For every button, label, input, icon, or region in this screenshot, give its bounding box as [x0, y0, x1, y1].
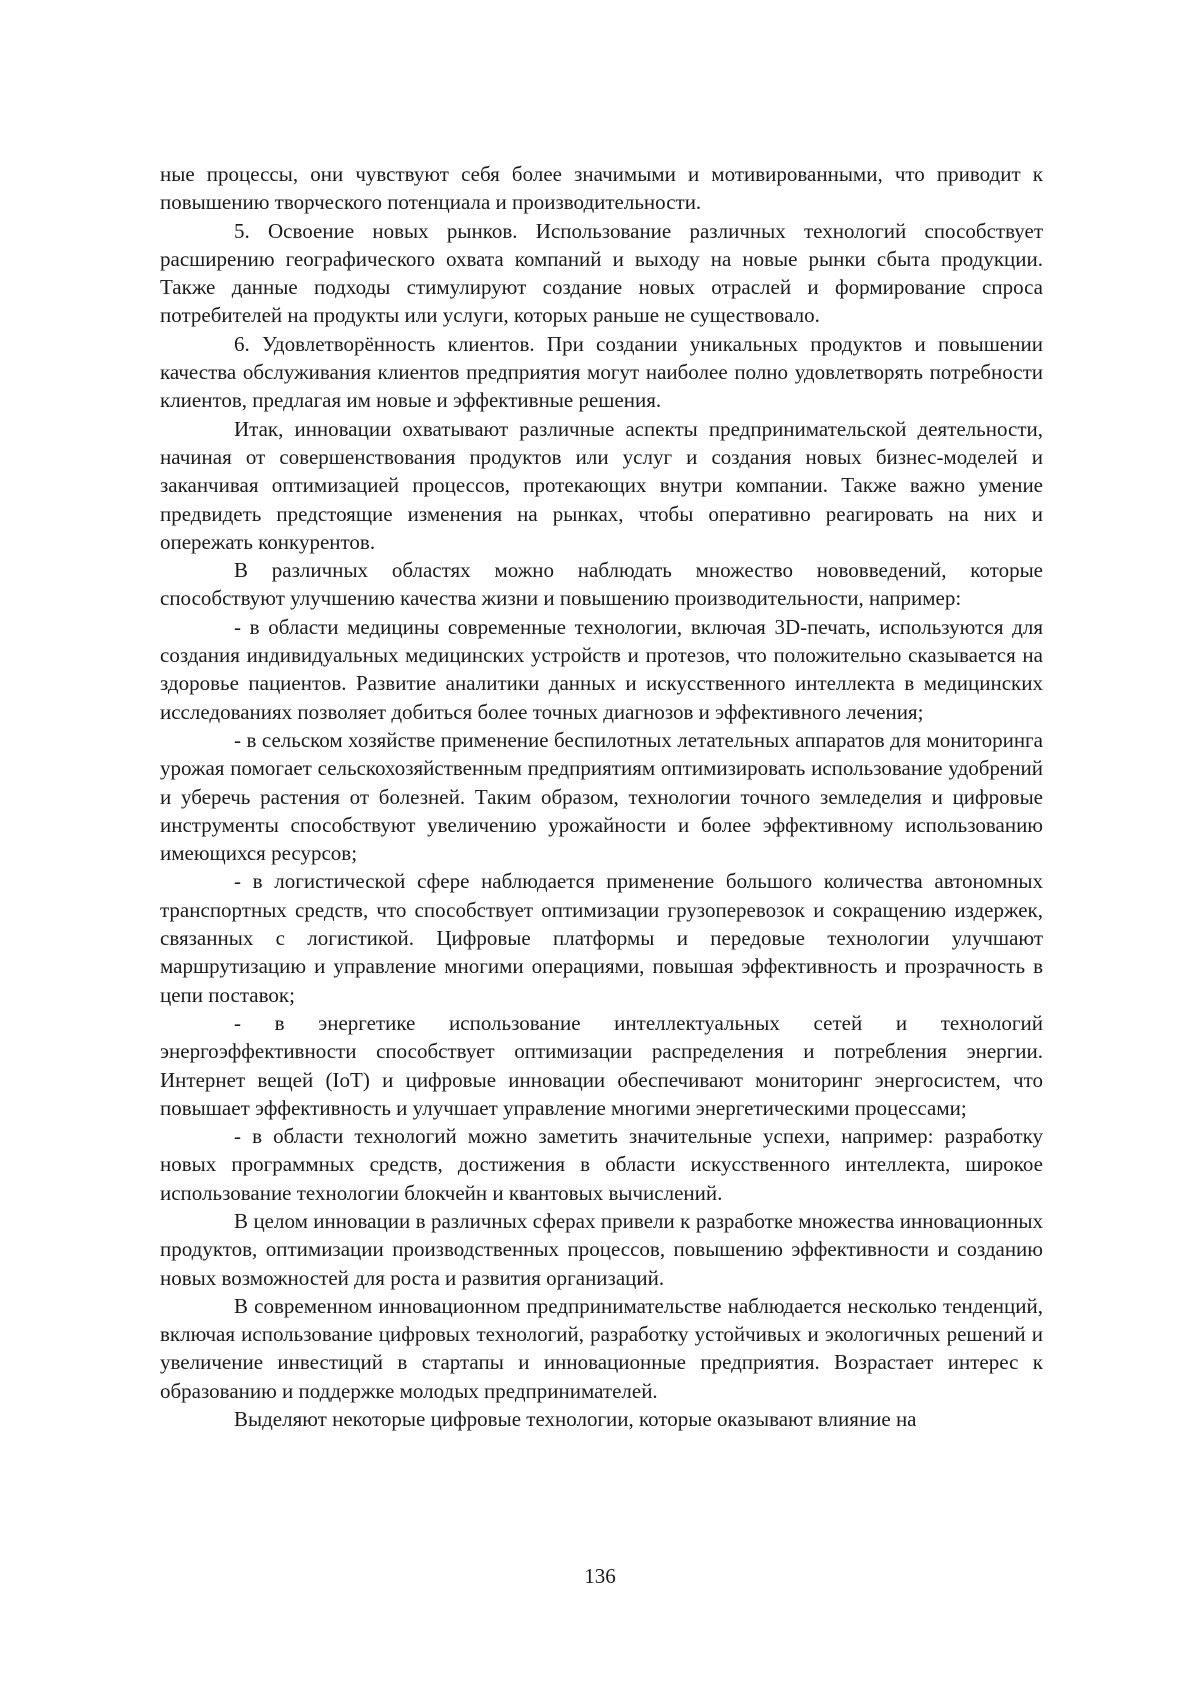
page-number: 136	[0, 1563, 1200, 1589]
paragraph-digital-technologies: Выделяют некоторые цифровые технологии, которые оказывают влияние на	[160, 1405, 1043, 1433]
paragraph-customer-satisfaction: 6. Удовлетворённость клиентов. При создании уникальных продуктов и повышении качества обслуживания клиентов предприятия могут наиболее полно удовлетворять потребности клиентов, предлагая им новые и эффективные решения.	[160, 330, 1043, 415]
list-item-medicine: - в области медицины современные технологии, включая 3D-печать, используются для создания индивидуальных медицинских устройств и протезов, что положительно сказывается на здоровье пациентов. Развитие аналитики данных и искусственного интеллекта в медицинских исследованиях позволяет добиться более точных диагнозов и эффективного лечения;	[160, 613, 1043, 726]
paragraph-examples-intro: В различных областях можно наблюдать множество нововведений, которые способствуют улучшению качества жизни и повышению производительности, например:	[160, 556, 1043, 613]
paragraph-new-markets: 5. Освоение новых рынков. Использование различных технологий способствует расширению географического охвата компаний и выходу на новые рынки сбыта продукции. Также данные подходы стимулируют создание новых отраслей и формирование спроса потребителей на продукты или услуги, которых раньше не существовало.	[160, 217, 1043, 330]
list-item-technology: - в области технологий можно заметить значительные успехи, например: разработку новых программных средств, достижения в области искусственного интеллекта, широкое использование технологии блокчейн и квантовых вычислений.	[160, 1122, 1043, 1207]
paragraph-overall: В целом инновации в различных сферах привели к разработке множества инновационных продуктов, оптимизации производственных процессов, повышению эффективности и созданию новых возможностей для роста и развития организаций.	[160, 1207, 1043, 1292]
paragraph-continuation: ные процессы, они чувствуют себя более значимыми и мотивированными, что приводит к повышению творческого потенциала и производительности.	[160, 160, 1043, 217]
list-item-agriculture: - в сельском хозяйстве применение беспилотных летательных аппаратов для мониторинга урожая помогает сельскохозяйственным предприятиям оптимизировать использование удобрений и уберечь растения от болезней. Таким образом, технологии точного земледелия и цифровые инструменты способствуют увеличению урожайности и более эффективному использованию имеющихся ресурсов;	[160, 726, 1043, 867]
list-item-energy: - в энергетике использование интеллектуальных сетей и технологий энергоэффективности способствует оптимизации распределения и потребления энергии. Интернет вещей (IoT) и цифровые инновации обеспечивают мониторинг энергосистем, что повышает эффективность и улучшает управление многими энергетическими процессами;	[160, 1009, 1043, 1122]
paragraph-trends: В современном инновационном предпринимательстве наблюдается несколько тенденций, включая использование цифровых технологий, разработку устойчивых и экологичных решений и увеличение инвестиций в стартапы и инновационные предприятия. Возрастает интерес к образованию и поддержке молодых предпринимателей.	[160, 1292, 1043, 1405]
page-body	[160, 160, 1043, 1433]
paragraph-summary: Итак, инновации охватывают различные аспекты предпринимательской деятельности, начиная от совершенствования продуктов или услуг и создания новых бизнес-моделей и заканчивая оптимизацией процессов, протекающих внутри компании. Также важно умение предвидеть предстоящие изменения на рынках, чтобы оперативно реагировать на них и опережать конкурентов.	[160, 415, 1043, 556]
list-item-logistics: - в логистической сфере наблюдается применение большого количества автономных транспортных средств, что способствует оптимизации грузоперевозок и сокращению издержек, связанных с логистикой. Цифровые платформы и передовые технологии улучшают маршрутизацию и управление многими операциями, повышая эффективность и прозрачность в цепи поставок;	[160, 867, 1043, 1008]
